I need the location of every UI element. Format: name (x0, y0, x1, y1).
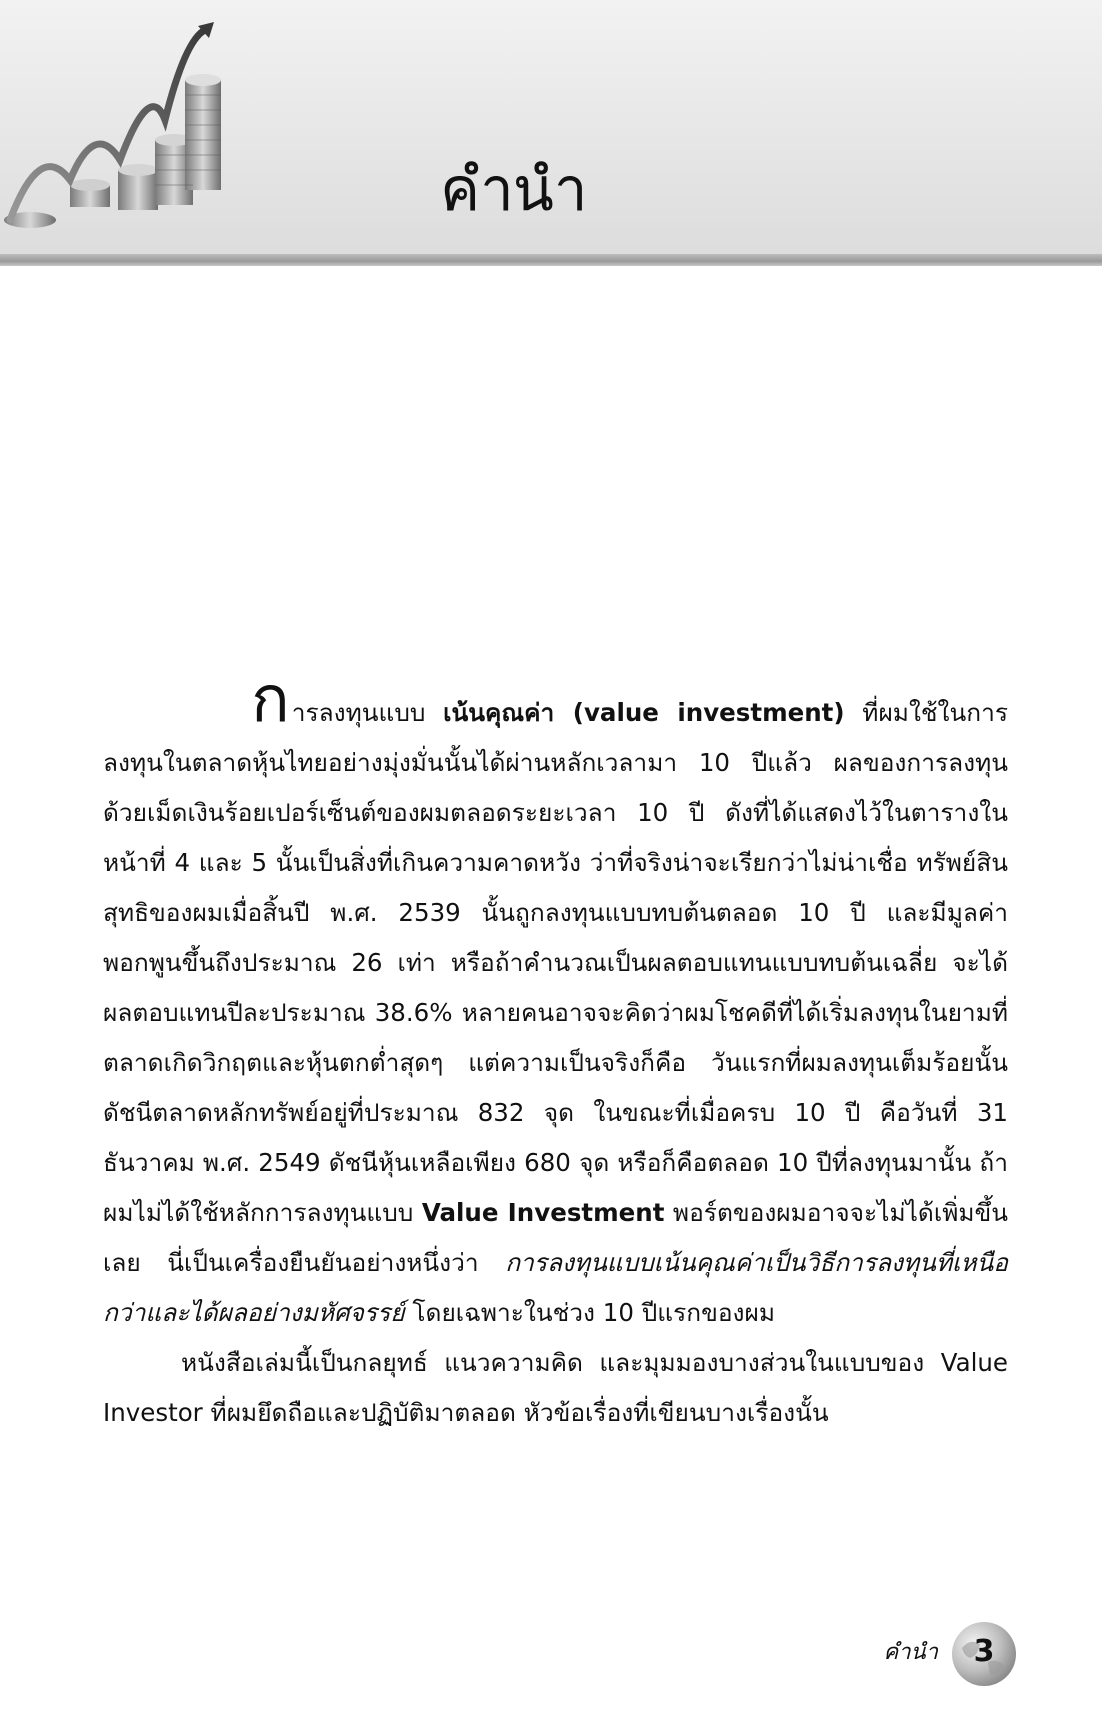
p1-bold-term: เน้นคุณค่า (value investment) (443, 698, 845, 727)
paragraph-1 (103, 663, 1008, 1338)
p1-text-a: ารลงทุนแบบ (291, 698, 444, 727)
footer-section-label: คำนำ (883, 1640, 938, 1665)
page-title: คำนำ (440, 155, 587, 225)
header-divider (0, 254, 1102, 266)
foreword-body (103, 663, 1008, 1438)
p1-italic-phrase: การลงทุนแบบเน้นคุณค่าเป็นวิธีการลงทุนที่เหนือกว่าและได้ผลอย่างมหัศจรรย์ (103, 1248, 1008, 1327)
p1-text-d: โดยเฉพาะในช่วง 10 ปีแรกของผม (404, 1298, 776, 1327)
p1-bold-term-2: Value Investment (421, 1198, 665, 1227)
page-header (0, 0, 1102, 262)
p1-text-b: ที่ผมใช้ในการลงทุนในตลาดหุ้นไทยอย่างมุ่งมั่นนั้นได้ผ่านหลักเวลามา 10 ปีแล้ว ผลของการลงทุนด้วยเม็ดเงินร้อยเปอร์เซ็นต์ของผมตลอดระยะเวลา 10 ปี ดังที่ได้แสดงไว้ในตารางในหน้าที่ 4 และ 5 นั้นเป็นสิ่งที่เกินความคาดหวัง ว่าที่จริงน่าจะเรียกว่าไม่น่าเชื่อ ทรัพย์สินสุทธิของผมเมื่อสิ้นปี พ.ศ. 2539 นั้นถูกลงทุนแบบทบต้นตลอด 10 ปี และมีมูลค่าพอกพูนขึ้นถึงประมาณ 26 เท่า หรือถ้าคำนวณเป็นผลตอบแทนแบบทบต้นเฉลี่ย จะได้ผลตอบแทนปีละประมาณ 38.6% หลายคนอาจจะคิดว่าผมโชคดีที่ได้เริ่มลงทุนในยามที่ตลาดเกิดวิกฤตและหุ้นตกต่ำสุดๆ แต่ความเป็นจริงก็คือ วันแรกที่ผมลงทุนเต็มร้อยนั้น ดัชนีตลาดหลักทรัพย์อยู่ที่ประมาณ 832 จุด ในขณะที่เมื่อครบ 10 ปี คือวันที่ 31 ธันวาคม พ.ศ. 2549 ดัชนีหุ้นเหลือเพียง 680 จุด หรือก็คือตลอด 10 ปีที่ลงทุนมานั้น ถ้าผมไม่ได้ใช้หลักการลงทุนแบบ (103, 698, 1008, 1227)
page-number: 3 (973, 1634, 995, 1669)
paragraph-2: หนังสือเล่มนี้เป็นกลยุทธ์ แนวความคิด และมุมมองบางส่วนในแบบของ Value Investor ที่ผมยึดถือและปฏิบัติมาตลอด หัวข้อเรื่องที่เขียนบางเรื่องนั้น (103, 1348, 1008, 1427)
drop-cap: ก (251, 663, 290, 737)
rising-coins-illustration (0, 20, 260, 245)
p1-text-c: พอร์ตของผมอาจจะไม่ได้เพิ่มขึ้นเลย นี่เป็นเครื่องยืนยันอย่างหนึ่งว่า (103, 1198, 1008, 1277)
